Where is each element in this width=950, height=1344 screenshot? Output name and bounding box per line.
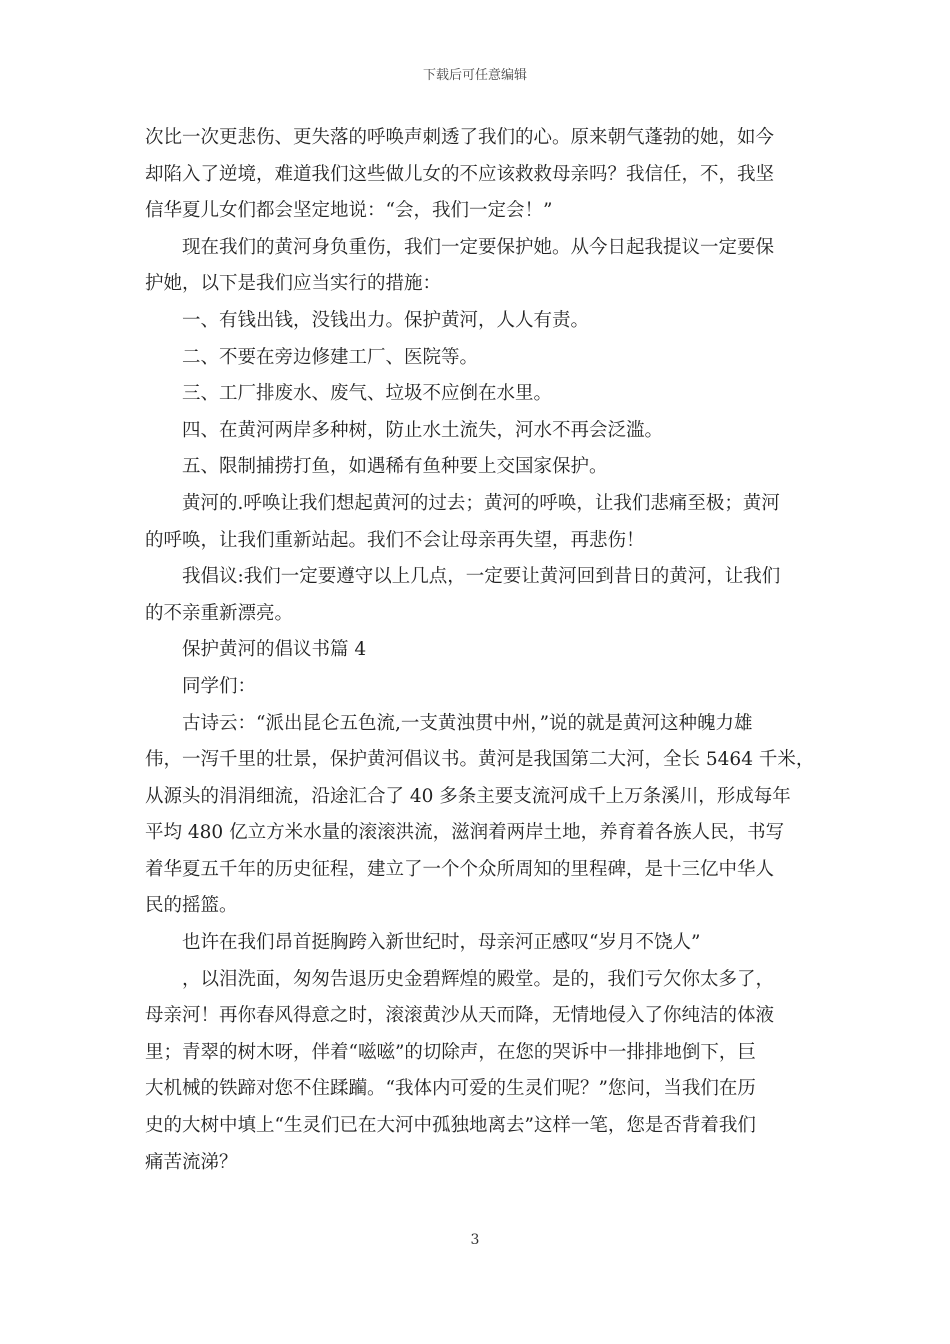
- text-line: 的呼唤，让我们重新站起。我们不会让母亲再失望，再悲伤！: [145, 529, 645, 551]
- paragraph-start-line: 现在我们的黄河身负重伤，我们一定要保护她。从今日起我提议一定要保: [182, 236, 775, 258]
- page-number: 3: [470, 1232, 480, 1248]
- text-line: 却陷入了逆境，难道我们这些做儿女的不应该救救母亲吗？我信任，不，我坚: [145, 163, 775, 185]
- text-line: 平均 480 亿立方米水量的滚滚洪流，滋润着两岸土地，养育着各族人民，书写: [145, 822, 785, 844]
- text-line: 着华夏五千年的历史征程，建立了一个个众所周知的里程碑，是十三亿中华人: [145, 858, 775, 880]
- text-line: 次比一次更悲伤、更失落的呼唤声刺透了我们的心。原来朝气蓬勃的她，如今: [145, 127, 775, 148]
- text-line: 护她，以下是我们应当实行的措施：: [145, 273, 442, 295]
- paragraph-start-line: 我倡议:我们一定要遵守以上几点，一定要让黄河回到昔日的黄河，让我们: [182, 566, 781, 588]
- text-line: 里；青翠的树木呀，伴着“嗞嗞”的切除声，在您的哭诉中一排排地倒下，巨: [145, 1041, 756, 1063]
- paragraph-start-line: 也许在我们昂首挺胸跨入新世纪时，母亲河正感叹“岁月不饶人”: [182, 932, 701, 954]
- text-line: ，以泪洗面，匆匆告退历史金碧辉煌的殿堂。是的，我们亏欠你太多了，: [182, 968, 775, 990]
- page-header: 下载后可任意编辑: [422, 68, 527, 83]
- list-item-1: 一、有钱出钱，没钱出力。保护黄河，人人有责。: [182, 309, 590, 331]
- list-item-4: 四、在黄河两岸多种树，防止水土流失，河水不再会泛滥。: [182, 419, 664, 441]
- paragraph-start-line: 古诗云：“派出昆仑五色流,一支黄浊贯中州，”说的就是黄河这种魄力雄: [182, 712, 753, 734]
- list-item-3: 三、工厂排废水、废气、垃圾不应倒在水里。: [182, 383, 553, 405]
- text-line: 母亲河！再你春风得意之时，滚滚黄沙从天而降，无情地侵入了你纯洁的体液: [145, 1005, 775, 1027]
- text-line: 民的摇篮。: [145, 895, 238, 917]
- text-line: 从源头的涓涓细流，沿途汇合了 40 多条主要支流河成千上万条溪川，形成每年: [145, 785, 791, 807]
- section-heading: 保护黄河的倡议书篇 4: [182, 639, 367, 661]
- text-line: 痛苦流涕？: [145, 1151, 238, 1173]
- text-line: 伟，一泻千里的壮景，保护黄河倡议书。黄河是我国第二大河，全长 5464 千米，: [145, 749, 815, 771]
- list-item-5: 五、限制捕捞打鱼，如遇稀有鱼种要上交国家保护。: [182, 456, 608, 478]
- document-body: [145, 120, 815, 1181]
- text-line: 的不亲重新漂亮。: [145, 602, 294, 624]
- list-item-2: 二、不要在旁边修建工厂、医院等。: [182, 346, 479, 368]
- text-line: 史的大树中填上“生灵们已在大河中孤独地离去”这样一笔，您是否背着我们: [145, 1115, 756, 1137]
- text-line: 大机械的铁蹄对您不住蹂躏。“我体内可爱的生灵们呢？”您问，当我们在历: [145, 1078, 756, 1100]
- paragraph-start-line: 黄河的.呼唤让我们想起黄河的过去；黄河的呼唤，让我们悲痛至极；黄河: [182, 492, 780, 514]
- text-line: 信华夏儿女们都会坚定地说：“会，我们一定会！”: [145, 200, 553, 222]
- salutation: 同学们：: [182, 675, 257, 697]
